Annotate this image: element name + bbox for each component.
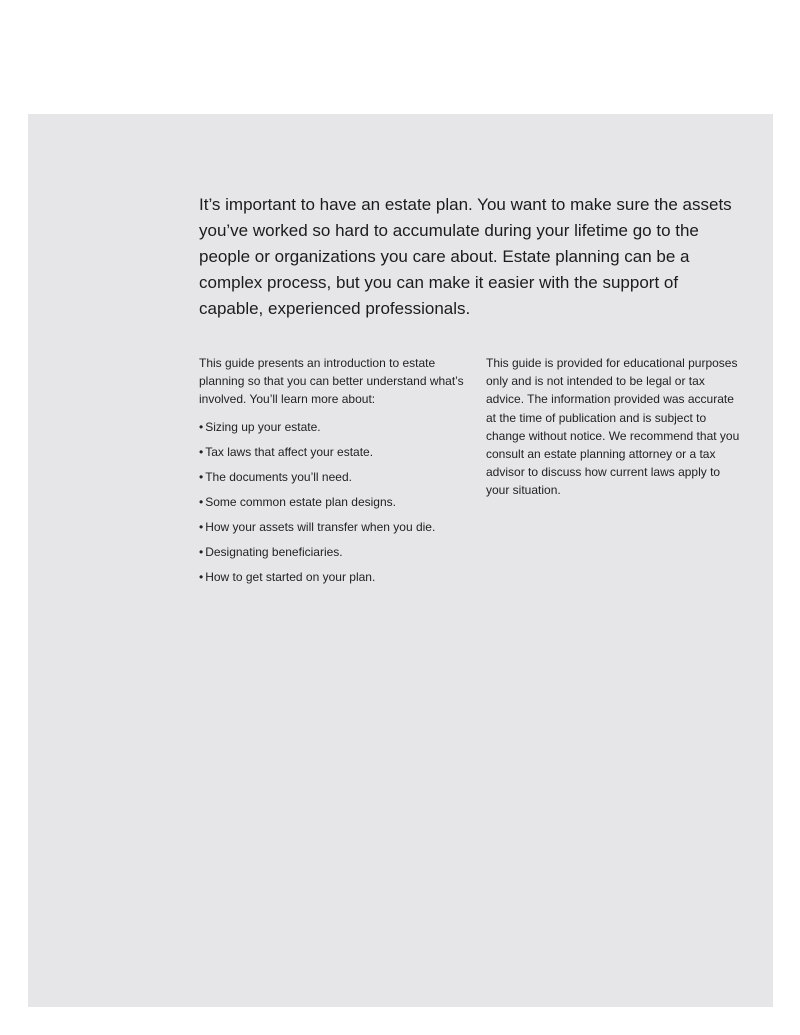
intro-paragraph: It’s important to have an estate plan. You want to make sure the assets you’ve worked so hard to accumulate during your lifetime go to the people or organizations you care about. Estate planning can be a complex process, but you can make it easier with the support of capable, experienced professionals. <box>199 195 732 318</box>
right-column <box>486 354 746 500</box>
list-item: • Tax laws that affect your estate. <box>199 444 374 459</box>
bullet-icon: • <box>199 494 204 509</box>
bullet-icon: • <box>199 544 204 559</box>
list-item: • Designating beneficiaries. <box>199 544 343 559</box>
list-item: • The documents you’ll need. <box>199 469 352 484</box>
guide-overview-text: This guide presents an introduction to estate planning so that you can better understand what’s involved. You’ll learn more about: <box>199 356 464 407</box>
list-item: • How to get started on your plan. <box>199 569 376 584</box>
disclaimer-text: This guide is provided for educational purposes only and is not intended to be legal or tax advice. The information provided was accurate at the time of publication and is subject to change without notice. We recommend that you consult an estate planning attorney or a tax advisor to discuss how current laws apply to your situation. <box>486 356 740 498</box>
list-item: • How your assets will transfer when you die. <box>199 519 436 534</box>
left-column <box>199 354 464 590</box>
list-item: • Sizing up your estate. <box>199 419 321 434</box>
topics-list <box>199 415 464 590</box>
bullet-icon: • <box>199 469 204 484</box>
list-item: • Some common estate plan designs. <box>199 494 396 509</box>
bullet-icon: • <box>199 569 204 584</box>
bullet-icon: • <box>199 519 204 534</box>
bullet-icon: • <box>199 444 204 459</box>
bullet-icon: • <box>199 419 204 434</box>
